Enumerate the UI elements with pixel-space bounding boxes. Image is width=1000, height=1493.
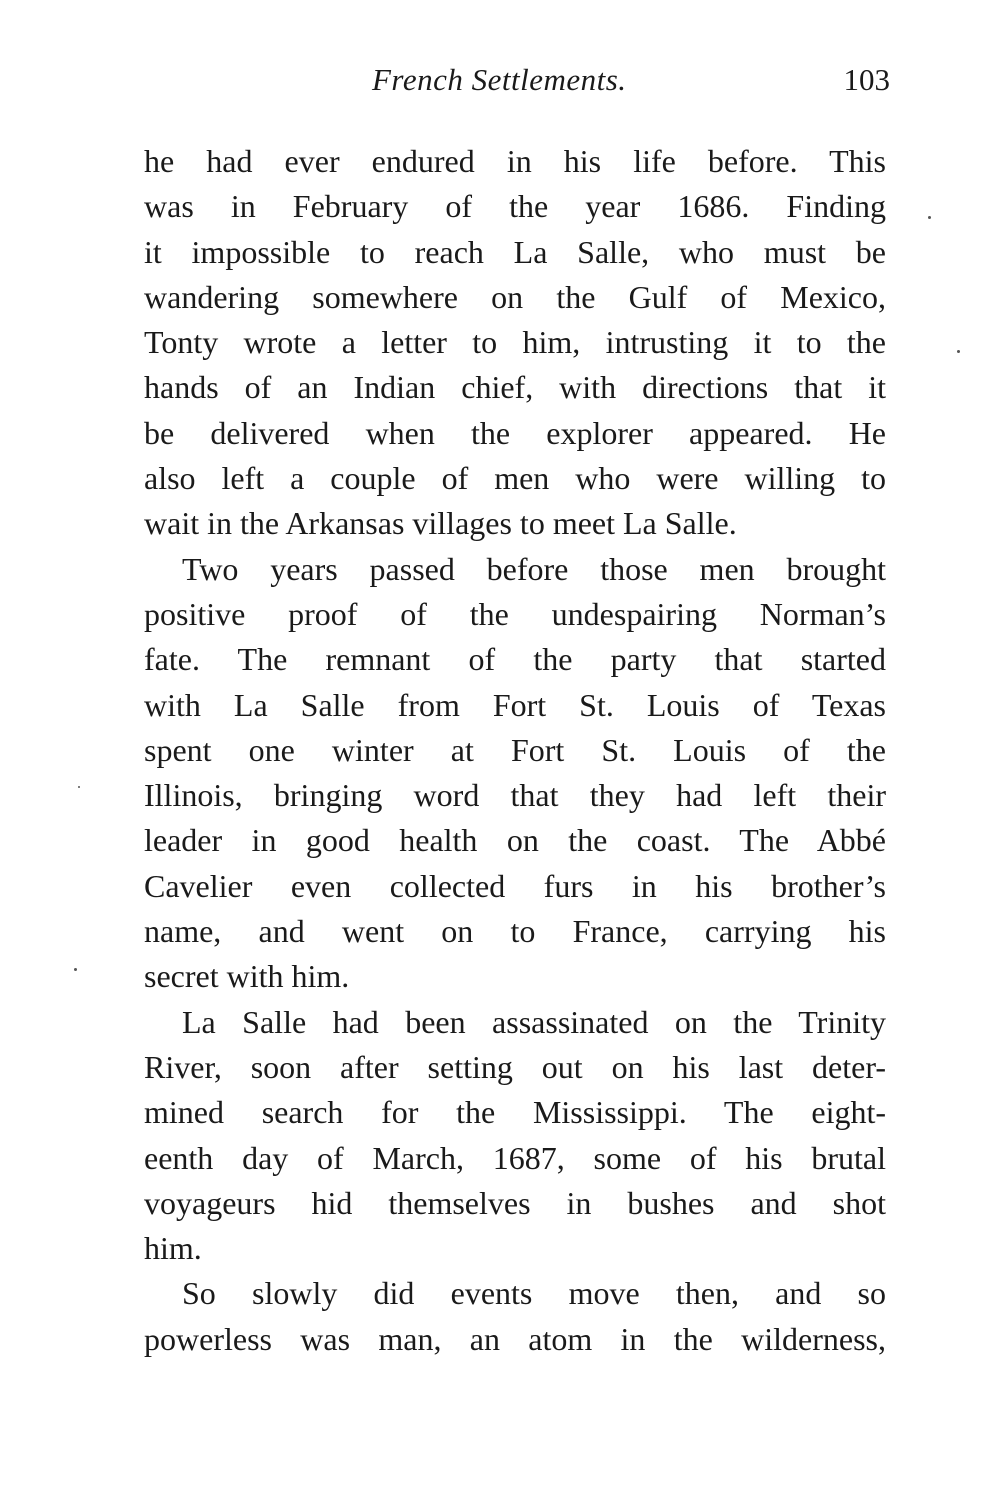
- text-line: River, soon after setting out on his last deter-: [144, 1048, 886, 1085]
- text-line: it impossible to reach La Salle, who must be: [144, 233, 886, 270]
- text-line: mined search for the Mississippi. The eight-: [144, 1094, 886, 1131]
- paragraph-start-line: La Salle had been assassinated on the Trinity: [182, 1003, 886, 1040]
- running-head: [144, 62, 890, 106]
- text-line: wandering somewhere on the Gulf of Mexico,: [144, 278, 886, 315]
- text-line: name, and went on to France, carrying his: [144, 913, 886, 950]
- text-line: fate. The remnant of the party that started: [144, 641, 886, 678]
- paper-speck: [78, 786, 80, 788]
- paper-speck: [74, 968, 77, 971]
- text-line: with La Salle from Fort St. Louis of Texas: [144, 686, 886, 723]
- paragraph-start-line: So slowly did events move then, and so: [182, 1275, 886, 1312]
- text-line: Illinois, bringing word that they had left their: [144, 777, 886, 814]
- paragraph-end-line: secret with him.: [144, 958, 350, 995]
- text-line: hands of an Indian chief, with directions that it: [144, 369, 886, 406]
- paragraph-start-line: Two years passed before those men brought: [182, 550, 886, 587]
- text-line: powerless was man, an atom in the wilderness,: [144, 1320, 886, 1357]
- text-line: Tonty wrote a letter to him, intrusting it to the: [144, 324, 886, 361]
- text-line: be delivered when the explorer appeared. He: [144, 414, 886, 451]
- text-line: Cavelier even collected furs in his brother’s: [144, 867, 886, 904]
- page-number: 103: [843, 62, 890, 97]
- text-line: voyageurs hid themselves in bushes and shot: [144, 1184, 886, 1221]
- running-title: French Settlements.: [372, 62, 627, 97]
- text-line: eenth day of March, 1687, some of his brutal: [144, 1139, 886, 1176]
- text-line: spent one winter at Fort St. Louis of the: [144, 731, 886, 768]
- text-line: was in February of the year 1686. Finding: [144, 188, 886, 225]
- text-line: also left a couple of men who were willing to: [144, 460, 886, 497]
- paper-speck: [928, 216, 931, 219]
- paragraph-end-line: him.: [144, 1230, 202, 1267]
- text-line: he had ever endured in his life before. This: [144, 143, 886, 179]
- paragraph-end-line: wait in the Arkansas villages to meet La Salle.: [144, 505, 737, 542]
- body-text: [144, 139, 886, 1362]
- paper-speck: [957, 350, 960, 353]
- text-line: leader in good health on the coast. The Abbé: [144, 822, 886, 859]
- text-line: positive proof of the undespairing Norman’s: [144, 595, 886, 632]
